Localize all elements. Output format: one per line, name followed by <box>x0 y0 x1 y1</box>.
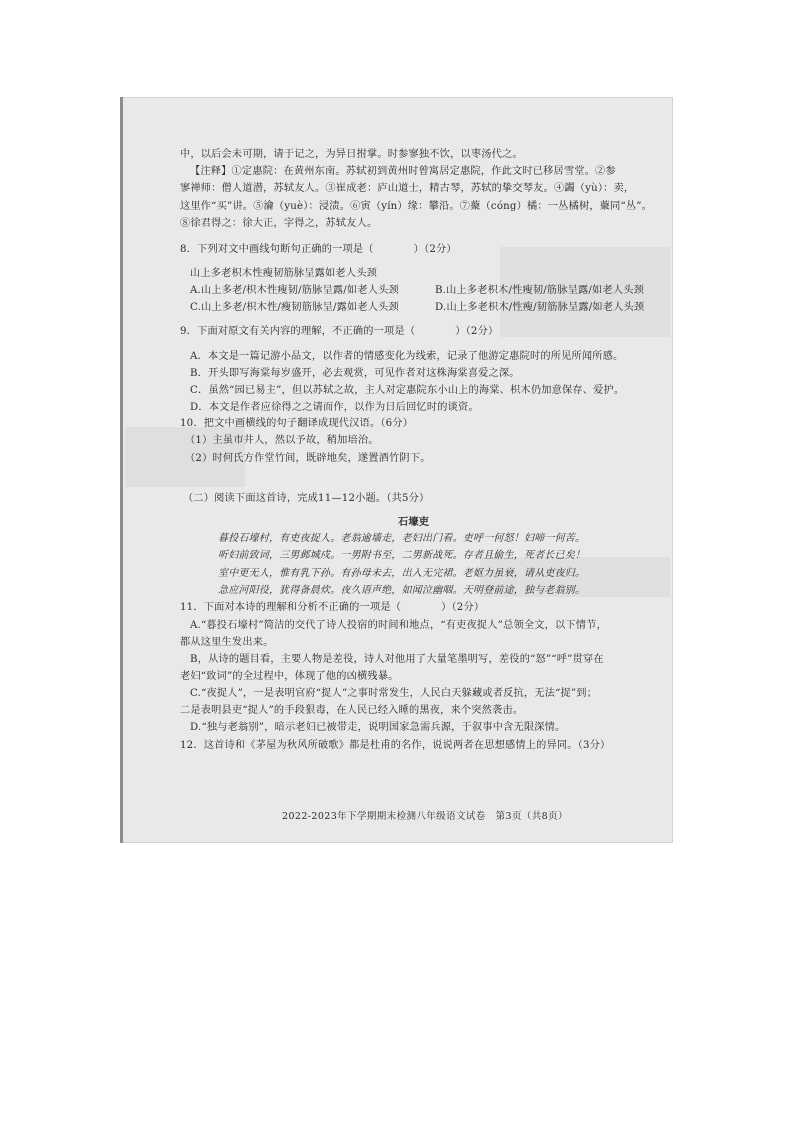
scan-edge-shadow <box>120 97 123 843</box>
poem-line: 听妇前致词，三男邺城戍。一男附书至，二男新战死。存者且偷生，死者长已矣！ <box>218 550 586 561</box>
question-8-option-d: D.山上多老枳木/性瘦/韧筋脉呈露/如老人头颈 <box>435 302 645 313</box>
question-11-option-d: D.“独与老翁别”，暗示老妇已被带走，说明国家急需兵源，于叙事中含无限深情。 <box>190 722 566 733</box>
page-footer: 2022-2023年下学期期末检测八年级语文试卷 第3页（共8页） <box>282 811 568 822</box>
annotation-line: 寥禅师：僧人道潜，苏轼友人。③崔成老：庐山道士，精古琴，苏轼的挚交琴友。④蠲（yù）：卖， <box>180 183 635 194</box>
question-9-stem: 9．下面对原文有关内容的理解，不正确的一项是（ ）（2分） <box>180 326 499 337</box>
poem-title: 石壕吏 <box>398 516 430 528</box>
question-9-option-a: A．本文是一篇记游小品文，以作者的情感变化为线索，记录了他游定惠院时的所见所闻所感。 <box>190 351 624 362</box>
question-8-sentence: 山上多老枳木性瘦韧筋脉呈露如老人头颈 <box>190 268 377 279</box>
question-8-option-c: C.山上多老/枳木性/瘦韧筋脉呈/露如老人头颈 <box>190 302 399 313</box>
question-11-option-a: A.“暮投石壕村”简洁的交代了诗人投宿的时间和地点，“有吏夜捉人”总领全文，以下情节， <box>190 620 607 631</box>
question-11-option-b: B，从诗的题目看，主要人物是差役，诗人对他用了大量笔墨明写，差役的“怒”“呼”贯穿在 <box>190 654 604 665</box>
question-9-option-b: B．开头即写海棠每岁盛开，必去观赏，可见作者对这株海棠喜爱之深。 <box>190 368 520 379</box>
question-11-stem: 11．下面对本诗的理解和分析不正确的一项是（ ）（2分） <box>180 602 485 613</box>
annotation-line: 这里作“买”讲。⑤瀹（yuè）：浸渍。⑥寅（yín）缘：攀沿。⑦藂（cóng）橘：一丛橘树，藂同“丛”。 <box>180 201 653 212</box>
question-11-option-c: C.“夜捉人”，一是表明官府“捉人”之事时常发生，人民白天躲藏或者反抗，无法“捉”到； <box>190 688 598 699</box>
question-11-option-a-cont: 都从这里生发出来。 <box>180 637 274 648</box>
question-9-option-c: C．虽然“园已易主”，但以苏轼之故，主人对定惠院东小山上的海棠、枳木仍加意保存、爱护。 <box>190 385 625 396</box>
passage-line: 中，以后会未可期，请于记之，为异日拊掌。时参寥独不饮，以枣汤代之。 <box>180 149 523 160</box>
poem-line: 室中更无人，惟有乳下孙。有孙母未去，出入无完裙。老妪力虽衰，请从吏夜归。 <box>218 568 586 579</box>
section-2-heading: （二）阅读下面这首诗，完成11—12小题。（共5分） <box>183 493 430 504</box>
question-8-stem: 8．下列对文中画线句断句正确的一项是（ ）（2分） <box>180 244 457 255</box>
question-9-option-d: D．本文是作者应徐得之之请而作，以作为日后回忆时的谈资。 <box>190 402 479 413</box>
poem-line: 急应河阳役，犹得备晨炊。夜久语声绝，如闻泣幽咽。天明登前途，独与老翁别。 <box>218 585 586 596</box>
annotation-line: ⑧徐君得之：徐大正，字得之，苏轼友人。 <box>180 218 378 229</box>
question-11-option-b-cont: 老妇“致词”的全过程中，体现了他的凶横残暴。 <box>180 671 399 682</box>
annotation-line: 【注释】①定惠院：在黄州东南。苏轼初到黄州时曾寓居定惠院，作此文时已移居雪堂。②参 <box>190 166 616 177</box>
question-8-option-a: A.山上多老/枳木性瘦韧/筋脉呈露/如老人头颈 <box>190 285 399 296</box>
question-10-stem: 10．把文中画横线的句子翻译成现代汉语。（6分） <box>180 418 414 429</box>
question-10-item-2: （2）时何氏方作堂竹间，既辟地矣，遂置酒竹阴下。 <box>185 453 431 464</box>
question-11-option-c-cont: 二是表明县吏“捉人”的手段狠毒，在人民已经入睡的黑夜，来个突然袭击。 <box>180 705 524 716</box>
question-10-item-1: （1）主虽市井人，然以予故，稍加培治。 <box>185 435 379 446</box>
question-8-option-b: B.山上多老枳木/性瘦韧/筋脉呈露/如老人头颈 <box>435 285 644 296</box>
question-12-stem: 12．这首诗和《茅屋为秋风所破歌》都是杜甫的名作，说说两者在思想感情上的异同。（3分） <box>180 740 611 751</box>
poem-line: 暮投石壕村，有吏夜捉人。老翁逾墙走，老妇出门看。吏呼一何怒！妇啼一何苦。 <box>218 533 586 544</box>
